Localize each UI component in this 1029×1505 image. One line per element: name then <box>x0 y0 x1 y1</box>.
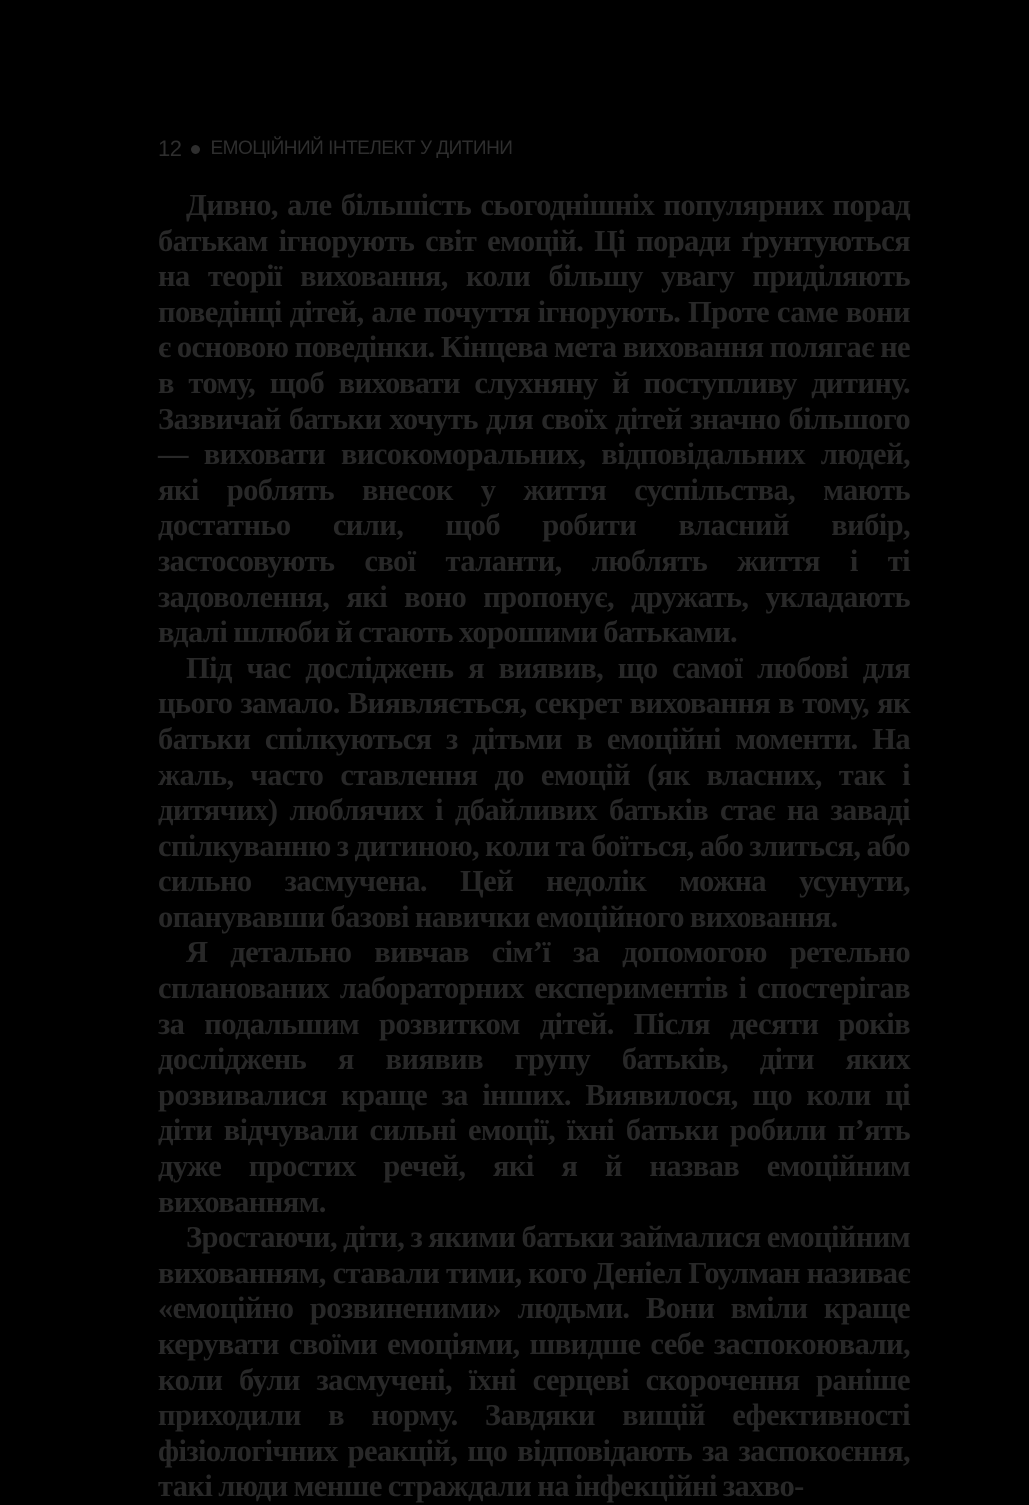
body-text <box>158 188 910 1505</box>
bullet-separator-icon <box>191 145 200 154</box>
paragraph-2: Під час досліджень я виявив, що самої любові для цього замало. Виявляється, секрет виховання в тому, як батьки спілкуються з дітьми в емоційні моменти. На жаль, часто ставлення до емоцій (як власних, так і дитячих) люблячих і дбайливих батьків стає на заваді спілкуванню з дитиною, коли та боїться, або злиться, або сильно засмучена. Цей недолік можна усунути, опанувавши базові навички емоційного виховання. <box>158 650 910 934</box>
paragraph-3: Я детально вивчав сім’ї за допомогою ретельно спланованих лабораторних експериментів і спостерігав за подальшим розвитком дітей. Після десяти років досліджень я виявив групу батьків, діти яких розвивалися краще за інших. Виявилося, що коли ці діти відчували сильні емоції, їхні батьки робили п’ять дуже простих речей, які я й назвав емоційним вихованням. <box>158 935 910 1219</box>
running-head <box>158 132 910 166</box>
book-title: ЕМОЦІЙНИЙ ІНТЕЛЕКТ У ДИТИНИ <box>210 138 513 159</box>
paragraph-1: Дивно, але більшість сьогоднішніх популярних порад батькам ігнорують світ емоцій. Ці поради ґрунтуються на теорії виховання, коли більшу увагу приділяють поведінці дітей, але почуття ігнорують. Проте саме вони є основою поведінки. Кінцева мета виховання полягає не в тому, щоб виховати слухняну й поступливу дитину. Зазвичай батьки хочуть для своїх дітей значно більшого — виховати високоморальних, відповідальних людей, які роблять внесок у життя суспільства, мають достатньо сили, щоб робити власний вибір, застосовують свої таланти, люблять життя і ті задоволення, які воно пропонує, дружать, укладають вдалі шлюби й стають хорошими батьками. <box>158 188 910 650</box>
paragraph-4: Зростаючи, діти, з якими батьки займалися емоційним вихованням, ставали тими, кого Деніел Гоулман називає «емоційно розвиненими» людьми. Вони вміли краще керувати своїми емоціями, швидше себе заспокоювали, коли були засмучені, їхні серцеві скорочення раніше приходили в норму. Завдяки вищій ефективності фізіологічних реакцій, що відповідають за заспокоєння, такі люди менше страждали на інфекційні захво- <box>158 1220 910 1504</box>
page-number: 12 <box>158 136 182 161</box>
book-page <box>158 132 910 1505</box>
